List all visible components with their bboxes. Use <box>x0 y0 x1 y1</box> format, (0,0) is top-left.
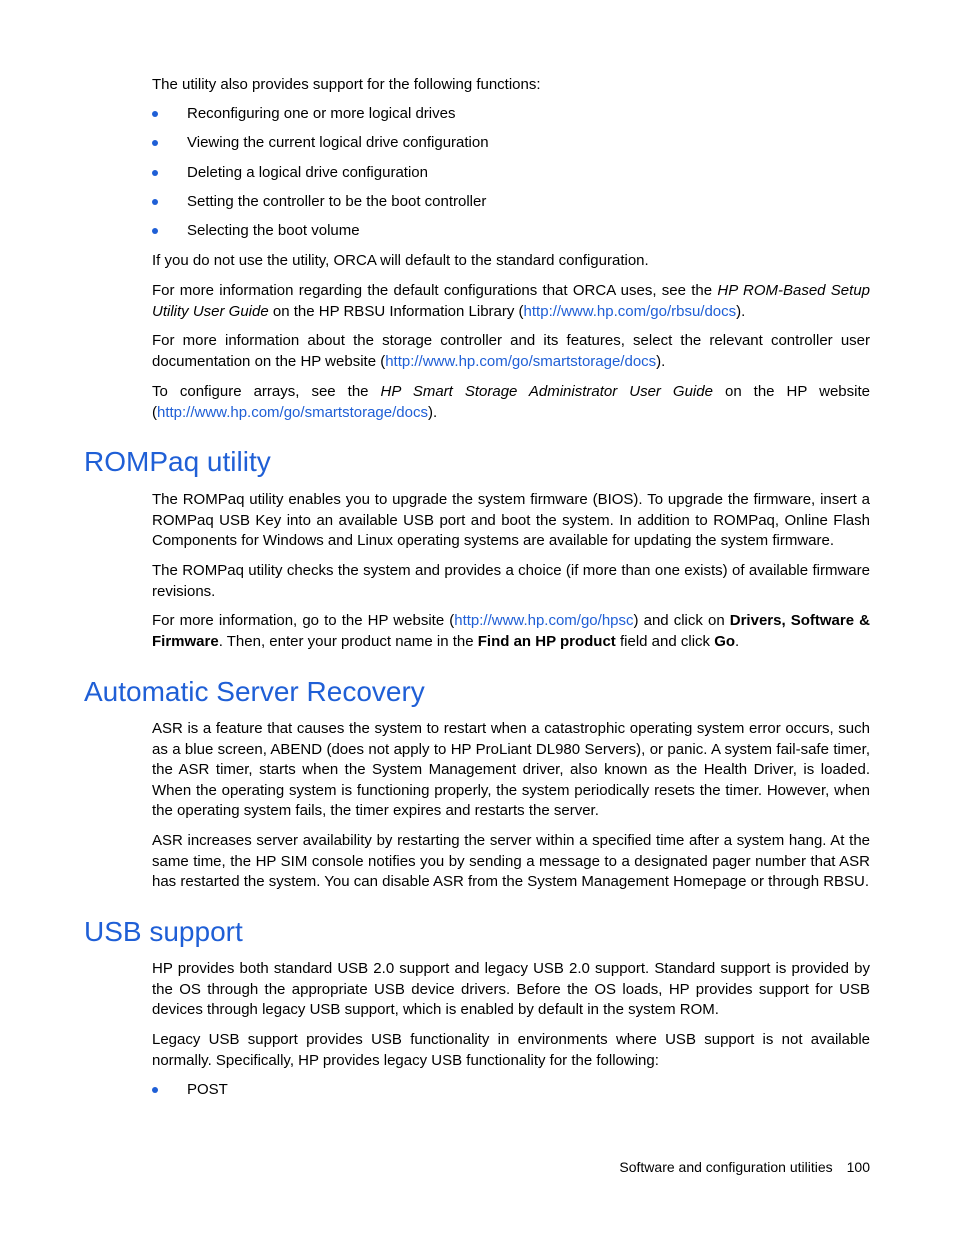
text-segment: on the HP website ( <box>152 383 870 421</box>
arrays-paragraph <box>152 382 870 423</box>
text-segment: . Then, enter your product name in the <box>218 632 478 650</box>
text-segment: For more information, go to the HP website ( <box>152 612 455 629</box>
usb-paragraph-2: Legacy USB support provides USB functionality in environments where USB support is not available normally. Specifically, HP provides legacy USB functionality for the following: <box>152 1031 870 1069</box>
bullet-icon <box>152 1087 158 1093</box>
usb-heading: USB support <box>84 916 243 947</box>
drivers-menu-label: Drivers, Software & Firmware <box>152 612 870 650</box>
bullet-icon <box>152 199 158 205</box>
list-item-text: Viewing the current logical drive configuration <box>187 134 489 151</box>
text-segment: field and click <box>615 632 715 650</box>
go-label: Go <box>714 632 736 650</box>
bullet-icon <box>152 170 158 176</box>
smartstorage-docs-link[interactable]: http://www.hp.com/go/smartstorage/docs <box>157 403 428 421</box>
hpsc-link[interactable]: http://www.hp.com/go/hpsc <box>454 612 634 629</box>
usb-paragraph-1: HP provides both standard USB 2.0 support and legacy USB 2.0 support. Standard support is provided by the OS through the appropriate USB device drivers. Before the OS loads, HP provides support for USB devices through legacy USB support, which is enabled by default in the system ROM. <box>152 960 870 1018</box>
page-footer <box>560 1158 870 1176</box>
list-item-text: Selecting the boot volume <box>187 222 360 239</box>
guide-title: HP ROM-Based Setup Utility User Guide <box>152 282 870 320</box>
rbsu-docs-link[interactable]: http://www.hp.com/go/rbsu/docs <box>523 302 737 320</box>
asr-paragraph-2: ASR increases server availability by restarting the server within a specified time after a system hang. At the same time, the HP SIM console notifies you by sending a message to a designated pager number that ASR has restarted the system. You can disable ASR from the System Management Homepage or through RBSU. <box>152 832 870 890</box>
text-segment: ) and click on <box>633 612 730 629</box>
storage-paragraph <box>152 331 870 372</box>
find-product-label: Find an HP product <box>477 632 616 650</box>
text-segment: ). <box>656 352 666 370</box>
asr-heading: Automatic Server Recovery <box>84 676 425 707</box>
text-segment: . <box>735 632 740 650</box>
asr-paragraph-1: ASR is a feature that causes the system to restart when a catastrophic operating system error occurs, such as a blue screen, ABEND (does not apply to HP ProLiant DL980 Servers), or panic. A system fail-safe timer, the ASR timer, starts when the System Management driver, also known as the Health Driver, is loaded. When the operating system is functioning properly, the system periodically resets the timer. However, when the operating system fails, the timer expires and restarts the server. <box>152 720 870 819</box>
list-item-text: Reconfiguring one or more logical drives <box>187 105 456 122</box>
intro-text: The utility also provides support for the following functions: <box>152 76 541 93</box>
page-number: 100 <box>846 1159 870 1175</box>
text-segment: ). <box>736 302 746 320</box>
list-item-text: Setting the controller to be the boot controller <box>187 193 487 210</box>
text-segment: on the HP RBSU Information Library ( <box>268 302 524 320</box>
smartstorage-docs-link[interactable]: http://www.hp.com/go/smartstorage/docs <box>385 352 657 370</box>
list-item-text: POST <box>187 1081 228 1098</box>
text-segment: To configure arrays, see the <box>152 383 381 400</box>
rbsu-paragraph <box>152 281 870 322</box>
bullet-icon <box>152 140 158 146</box>
default-config-note: If you do not use the utility, ORCA will default to the standard configuration. <box>152 252 649 269</box>
rompaq-paragraph-1: The ROMPaq utility enables you to upgrade the system firmware (BIOS). To upgrade the firmware, insert a ROMPaq USB Key into an available USB port and boot the system. In addition to ROMPaq, Online Flash Components for Windows and Linux operating systems are available for updating the system firmware. <box>152 491 870 549</box>
footer-section-title: Software and configuration utilities <box>619 1159 833 1175</box>
bullet-icon <box>152 111 158 117</box>
rompaq-paragraph-3 <box>152 611 870 652</box>
text-segment: For more information about the storage controller and its features, select the relevant controller user documentation on the HP website ( <box>152 332 870 370</box>
list-item-text: Deleting a logical drive configuration <box>187 164 428 181</box>
text-segment: For more information regarding the default configurations that ORCA uses, see the <box>152 282 718 299</box>
rompaq-paragraph-2: The ROMPaq utility checks the system and provides a choice (if more than one exists) of available firmware revisions. <box>152 562 870 600</box>
rompaq-heading: ROMPaq utility <box>84 446 271 477</box>
bullet-icon <box>152 228 158 234</box>
text-segment: ). <box>427 403 438 421</box>
guide-title: HP Smart Storage Administrator User Guide <box>380 383 713 400</box>
